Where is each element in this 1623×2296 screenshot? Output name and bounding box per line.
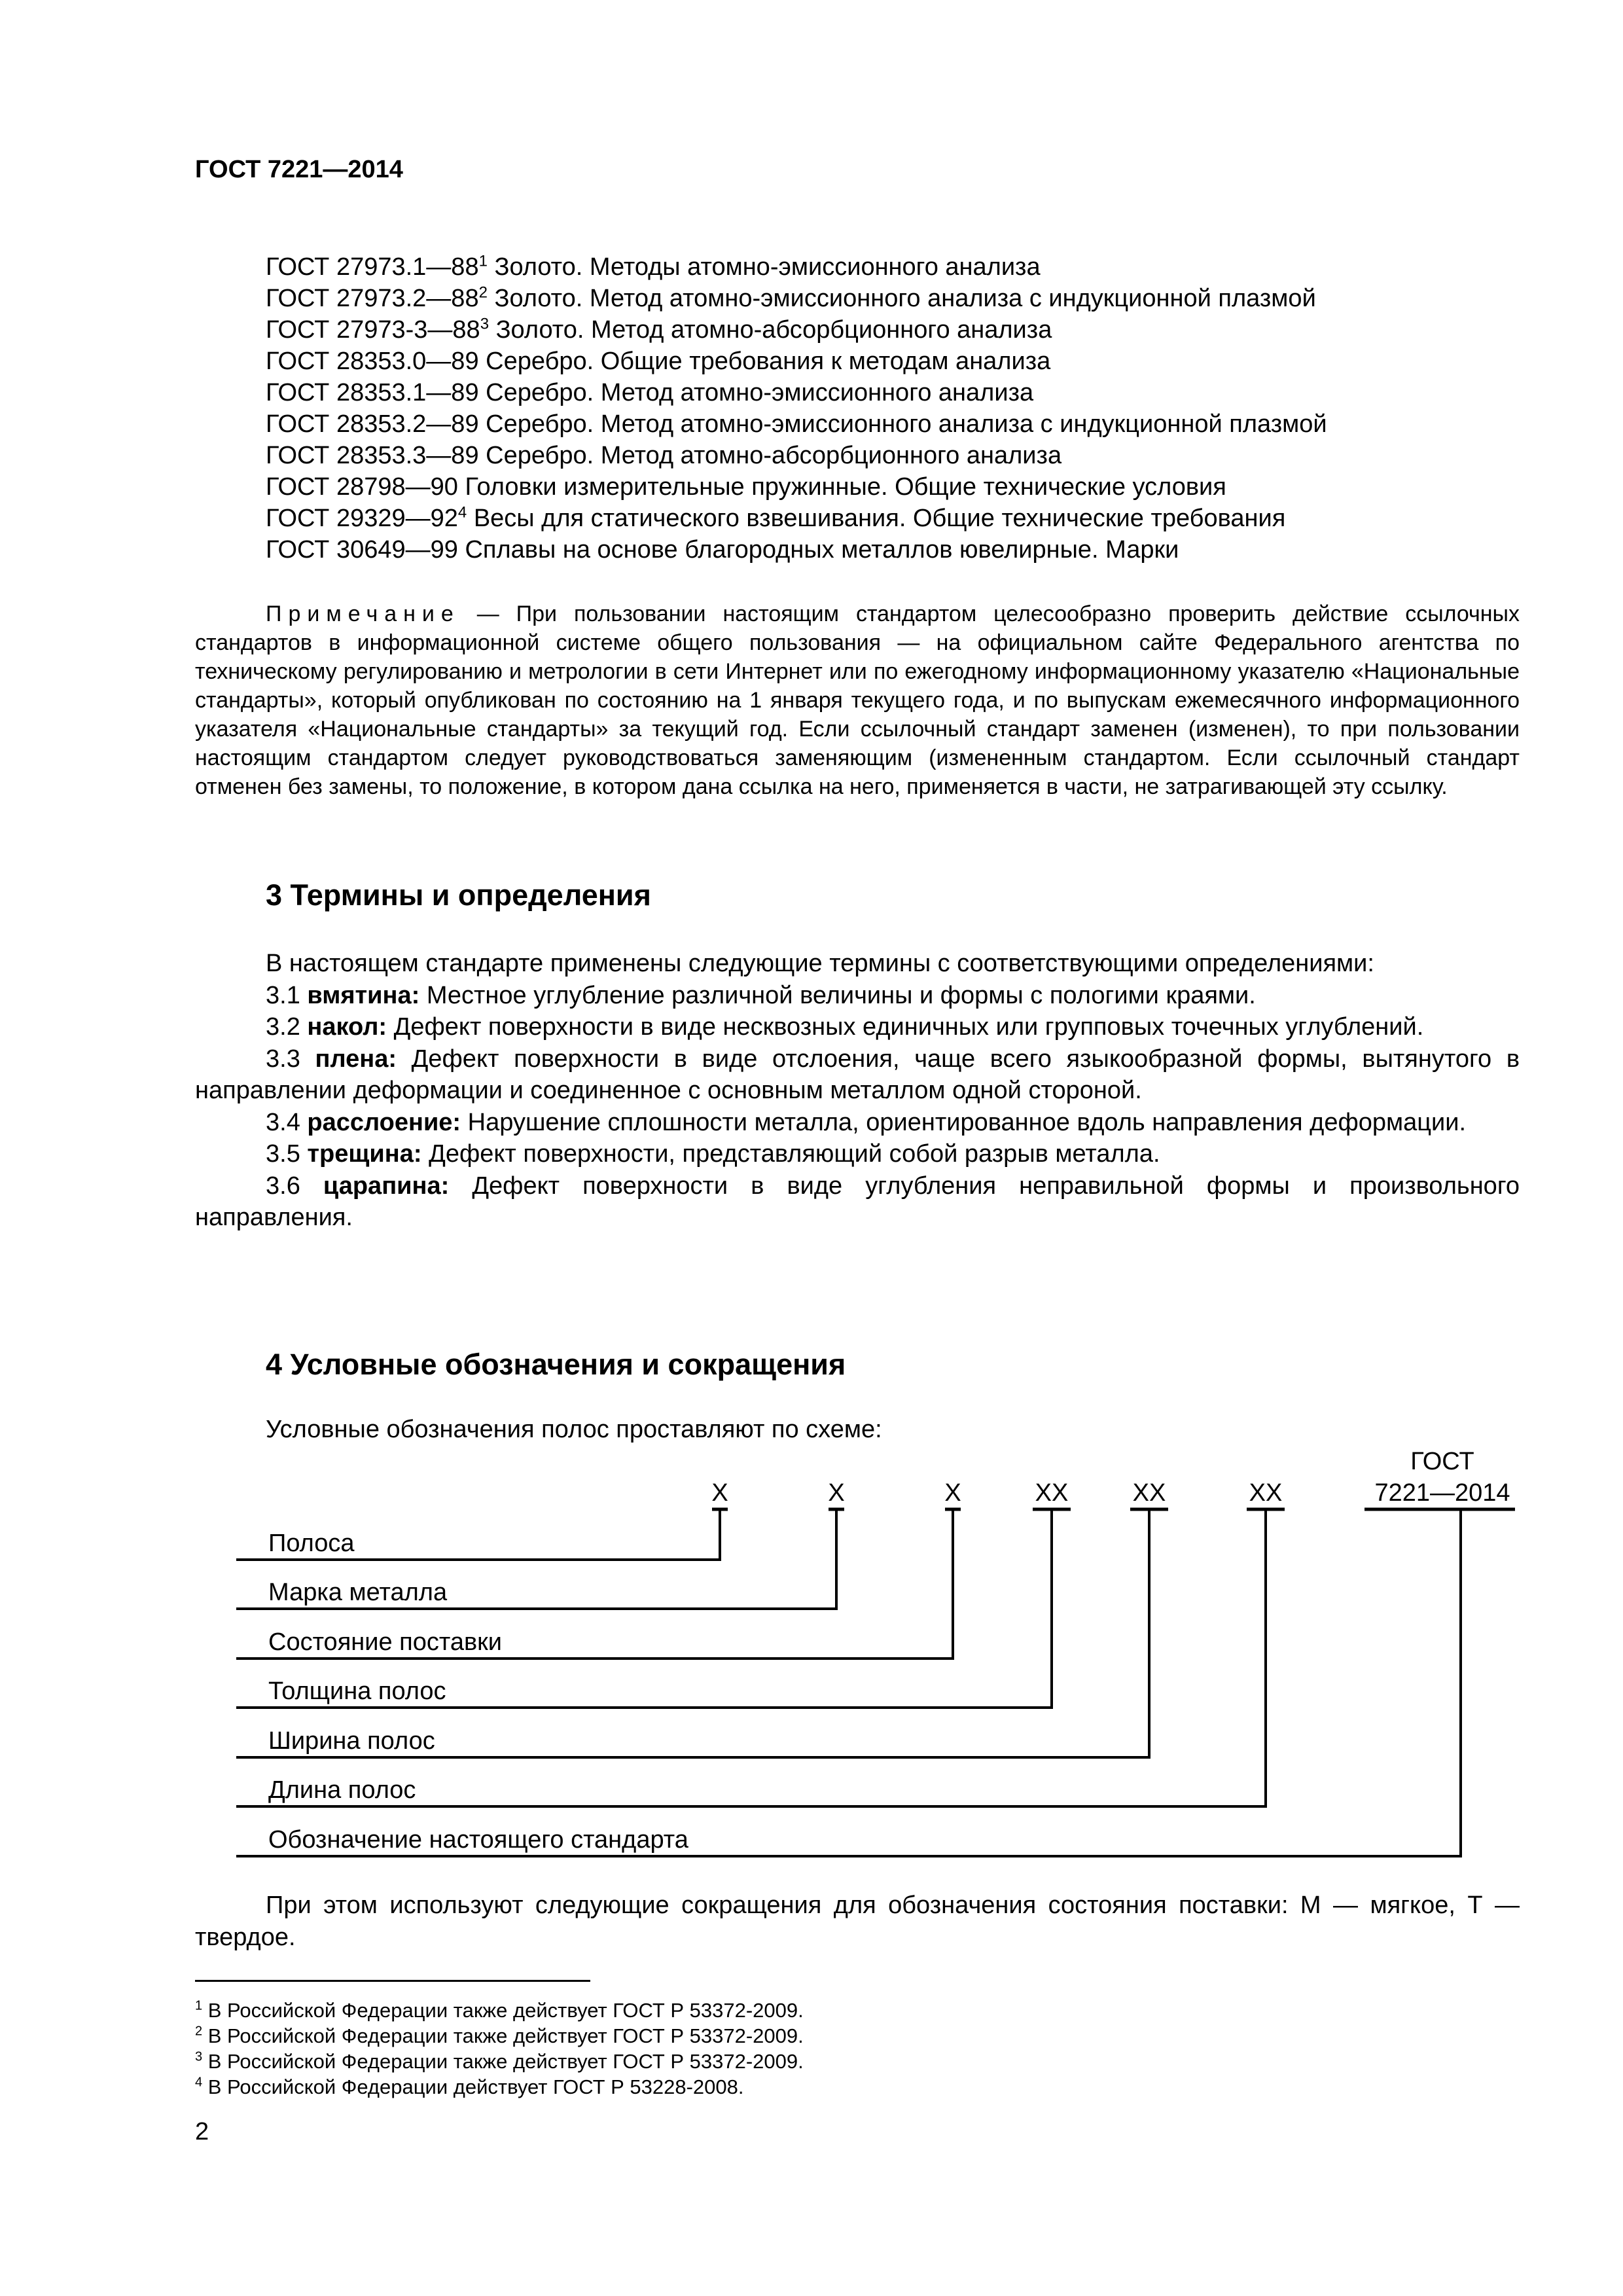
note-paragraph: Примечание — При пользовании настоящим стандартом целесообразно проверить действие ссылочных стандартов в информационной системе общего пользования — на официальном сайте Федерального агентства по техническому регулированию и метрологии в сети Интернет или по ежегодному информационному указателю «Национальные стандарты», который опубликован по состоянию на 1 января текущего года, и по выпускам ежемесячного информационного указателя «Национальные стандарты» за текущий год. Если ссылочный стандарт заменен (изменен), то при пользовании настоящим стандартом следует руководствоваться заменяющим (измененным стандартом. Если ссылочный стандарт отменен без замены, то положение, в котором дана ссылка на него, применяется в части, не затрагивающей эту ссылку. bbox=[195, 601, 1520, 799]
section-4-heading: 4 Условные обозначения и сокращения bbox=[266, 1348, 846, 1381]
scheme-label: Длина полос bbox=[268, 1776, 416, 1804]
reference-item: ГОСТ $29329—92^4$ Весы для статического взвешивания. Общие технические требования bbox=[266, 503, 1286, 532]
reference-item: ГОСТ $27973.2—88^2$ Золото. Метод атомно-эмиссионного анализа с индукционной плазмой bbox=[266, 283, 1316, 312]
section-3-heading: 3 Термины и определения bbox=[266, 878, 651, 912]
term-item: 3.2 накол: Дефект поверхности в виде несквозных единичных или групповых точечных углублений. bbox=[266, 1013, 1424, 1041]
scheme-label: Ширина полос bbox=[268, 1727, 435, 1755]
reference-item: ГОСТ $27973-3—88^3$ Золото. Метод атомно-абсорбционного анализа bbox=[266, 315, 1052, 344]
footnote: $^1$ В Российской Федерации также действует ГОСТ Р 53372-2009. bbox=[195, 1998, 804, 2022]
scheme-label: Марка металла bbox=[268, 1579, 448, 1606]
normative-references-list bbox=[266, 251, 1327, 565]
reference-item: ГОСТ 30649—99 Сплавы на основе благородных металлов ювелирные. Марки bbox=[266, 536, 1179, 564]
page-number: 2 bbox=[195, 2118, 209, 2145]
scheme-mark-polosa: X bbox=[711, 1479, 728, 1507]
scheme-intro: Условные обозначения полос проставляют по схеме: bbox=[266, 1416, 882, 1443]
scheme-mark-sostoyanie: X bbox=[944, 1479, 961, 1507]
reference-item: ГОСТ 28353.0—89 Серебро. Общие требования к методам анализа bbox=[266, 348, 1051, 375]
scheme-mark-tolshchina: XX bbox=[1035, 1479, 1069, 1507]
footnote: $^4$ В Российской Федерации действует ГОСТ Р 53228-2008. bbox=[195, 2075, 744, 2098]
scheme-mark-dlina: XX bbox=[1249, 1479, 1283, 1507]
scheme-standard-line1: ГОСТ bbox=[1410, 1448, 1474, 1475]
scheme-label: Обозначение настоящего стандарта bbox=[268, 1826, 688, 1854]
terms-intro: В настоящем стандарте применены следующие термины с соответствующими определениями: bbox=[266, 950, 1374, 977]
scheme-label: Полоса bbox=[268, 1530, 355, 1557]
term-item: 3.1 вмятина: Местное углубление различной величины и формы с пологими краями. bbox=[266, 981, 1256, 1009]
footnote: $^3$ В Российской Федерации также действует ГОСТ Р 53372-2009. bbox=[195, 2049, 804, 2073]
reference-item: ГОСТ $27973.1—88^1$ Золото. Методы атомно-эмиссионного анализа bbox=[266, 252, 1041, 281]
reference-item: ГОСТ 28353.1—89 Серебро. Метод атомно-эмиссионного анализа bbox=[266, 379, 1034, 406]
footnotes bbox=[195, 1998, 804, 2100]
abbreviations-paragraph: При этом используют следующие сокращения для обозначения состояния поставки: М — мягкое, Т — твердое. bbox=[195, 1892, 1520, 1951]
footnote-separator bbox=[195, 1980, 590, 1982]
reference-item: ГОСТ 28353.2—89 Серебро. Метод атомно-эмиссионного анализа с индукционной плазмой bbox=[266, 410, 1327, 438]
term-item: 3.4 расслоение: Нарушение сплошности металла, ориентированное вдоль направления деформации. bbox=[266, 1108, 1467, 1136]
footnote: $^2$ В Российской Федерации также действует ГОСТ Р 53372-2009. bbox=[195, 2024, 804, 2047]
scheme-mark-marka: X bbox=[828, 1479, 845, 1507]
connector-dlina bbox=[236, 1511, 1266, 1806]
scheme-standard-line2: 7221—2014 bbox=[1374, 1479, 1510, 1507]
terms-definitions bbox=[195, 948, 1520, 1234]
reference-item: ГОСТ 28353.3—89 Серебро. Метод атомно-абсорбционного анализа bbox=[266, 442, 1062, 469]
scheme-mark-shirina: XX bbox=[1132, 1479, 1166, 1507]
term-item: 3.5 трещина: Дефект поверхности, представляющий собой разрыв металла. bbox=[266, 1140, 1160, 1168]
scheme-label: Толщина полос bbox=[268, 1677, 446, 1705]
running-header: ГОСТ 7221—2014 bbox=[195, 156, 403, 183]
scheme-label: Состояние поставки bbox=[268, 1628, 503, 1656]
note-label: Примечание bbox=[266, 601, 460, 626]
term-item: 3.3 плена: Дефект поверхности в виде отслоения, чаще всего языкообразной формы, вытянутого в направлении деформации и соединенное с основным металлом одной стороной. bbox=[195, 1045, 1520, 1104]
term-item: 3.6 царапина: Дефект поверхности в виде углубления неправильной формы и произвольного направления. bbox=[195, 1172, 1520, 1231]
reference-item: ГОСТ 28798—90 Головки измерительные пружинные. Общие технические условия bbox=[266, 473, 1226, 501]
